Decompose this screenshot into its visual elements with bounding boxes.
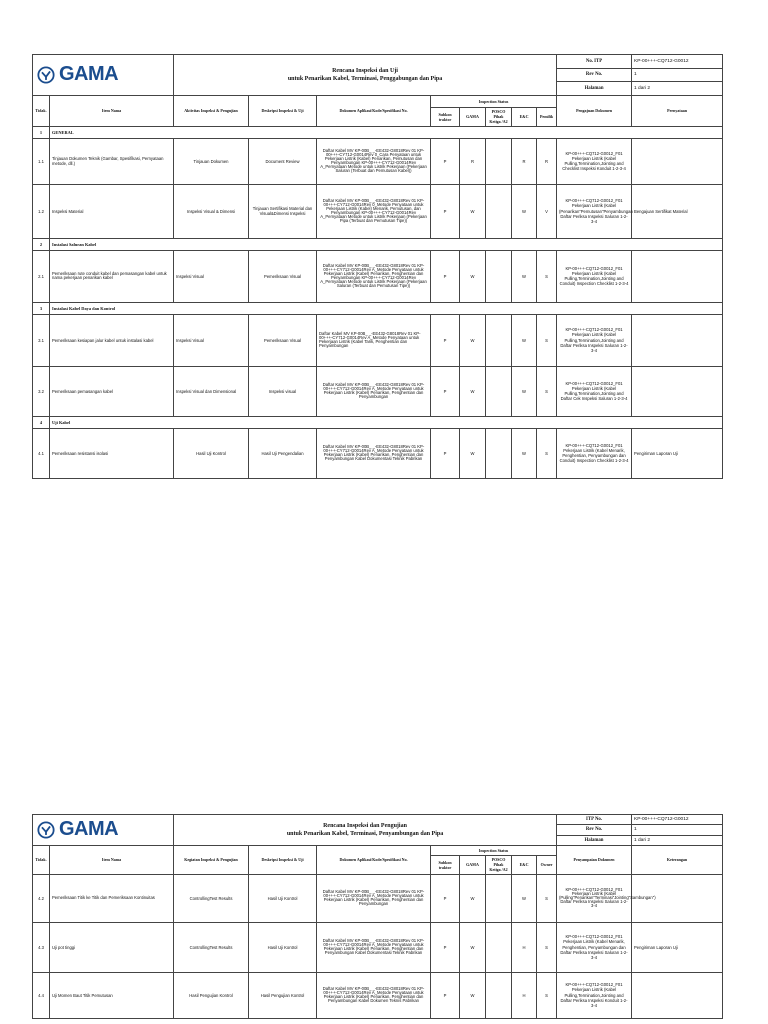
status-ec: W bbox=[512, 184, 537, 238]
brand-name: GAMA bbox=[59, 63, 119, 86]
row-deskripsi: Hasil Uji Pengendalian bbox=[249, 428, 317, 478]
status-subkon: P bbox=[431, 922, 460, 972]
col-pengajuan: Penyampaian Dokumen bbox=[557, 846, 632, 875]
sub-gama: GAMA bbox=[460, 856, 486, 875]
row-number: 4.4 bbox=[33, 972, 50, 1018]
row-aktivitas: Inspeksi Visual & Dimensi bbox=[174, 184, 249, 238]
row-pengajuan: KP-00+++-CQ712-G0012_F01 Pekerjaan Listrik (Kabel (Pulling"Penarikan"Terminasi"Jointing"Sambungan") Daftar Periksa Inspeksi Saluran 1-2-3-4 bbox=[557, 874, 632, 922]
document-title bbox=[174, 815, 557, 846]
status-ec: W bbox=[512, 314, 537, 366]
col-deskripsi: Deskripsi Inspeksi & Uji bbox=[249, 96, 317, 127]
status-gama: W bbox=[460, 972, 486, 1018]
sub-subkon: Subkon traktor bbox=[431, 108, 460, 127]
section-title: Instalasi Kabel Daya dan Kontrol bbox=[50, 302, 723, 314]
section-number: 3 bbox=[33, 302, 50, 314]
sub-pemilik: Owner bbox=[537, 856, 557, 875]
logo-cell bbox=[33, 55, 174, 96]
status-ec: W bbox=[512, 874, 537, 922]
meta-label: ITP No. bbox=[557, 815, 632, 825]
row-number: 4.1 bbox=[33, 428, 50, 478]
row-pernyataan bbox=[632, 366, 723, 416]
row-deskripsi: Tinjauan Sertifikasi Material dan Visual&Dimensi Inspeksi bbox=[249, 184, 317, 238]
col-dokumen: Dokumen Aplikasi/Kode/Spesifikasi No. bbox=[317, 846, 431, 875]
row-pernyataan bbox=[632, 138, 723, 184]
gama-logo-icon bbox=[37, 821, 55, 839]
status-pemilik: S bbox=[537, 314, 557, 366]
status-subkon: P bbox=[431, 428, 460, 478]
row-aktivitas: ControllingTest Results bbox=[174, 922, 249, 972]
row-item: Inspeksi Material bbox=[50, 184, 174, 238]
meta-value: 1 bbox=[632, 68, 723, 82]
row-item: Uji pot tinggi bbox=[50, 922, 174, 972]
meta-label: Halaman bbox=[557, 835, 632, 845]
row-deskripsi: Hasil Pengujian Kontrol bbox=[249, 972, 317, 1018]
row-pengajuan: KP-00+++-CQ712-G0012_F01 Pekerjaan Listrik (Kabel Pulling,Termination,Jointing and Daftar Cek Inspeksi Saluran 1-2-3-4 bbox=[557, 366, 632, 416]
row-pernyataan bbox=[632, 972, 723, 1018]
table-row bbox=[33, 874, 723, 922]
section-number: 2 bbox=[33, 238, 50, 250]
document-title bbox=[174, 55, 557, 96]
table-row bbox=[33, 428, 723, 478]
row-pernyataan: Pengiriman Laporan Uji bbox=[632, 922, 723, 972]
meta-value: KP-00+++-CQ712-G0012 bbox=[632, 815, 723, 825]
status-gama: W bbox=[460, 250, 486, 302]
row-pengajuan: KP-00+++-CQ712-G0012_F01 Pekerjaan Listrik (Kabel Pulling,Termination,Jointing and Daftar Periksa Inspeksi Konduit 1-2-3-4 bbox=[557, 972, 632, 1018]
col-tidak: Tidak. bbox=[33, 96, 50, 127]
status-posco bbox=[486, 314, 512, 366]
table-row bbox=[33, 922, 723, 972]
status-subkon: P bbox=[431, 874, 460, 922]
row-aktivitas: Inspeksi Visual bbox=[174, 250, 249, 302]
col-item: Item Nama bbox=[50, 846, 174, 875]
status-subkon: P bbox=[431, 972, 460, 1018]
status-subkon: P bbox=[431, 366, 460, 416]
row-deskripsi: Document Review bbox=[249, 138, 317, 184]
title-line-2: untuk Penarikan Kabel, Terminasi, Penyambungan dan Pipa bbox=[286, 831, 444, 837]
row-pengajuan: KP-00+++-CQ712-G0012_F01 Pekerjaan Listrik (Kabel Pulling,Termination,Jointing and Checklist Inspeksi Konduit 1-2-3-4 bbox=[557, 138, 632, 184]
row-pernyataan: Pengiriman Laporan Uji bbox=[632, 428, 723, 478]
row-item: Pemeriksaan kesiapan jalur kabel untuk instalasi kabel bbox=[50, 314, 174, 366]
table-row bbox=[33, 314, 723, 366]
row-dokumen: Daftar Kabel MV KP-00B_ _-EE432-G8018Rev 01 KP-00+++-CY712-G0014Rev 0_Cara Penyataan untuk Pekerjaan Listrik (Kabel) Penarikan, Pemutusan dan Penyambungan KP-00+++-CY712-G0014Rev A_Pernyataan Metode untuk Listrik Pekerjaan (Pekerjaan Saluran (Terbuat dan Pemutusan Kabel)) bbox=[317, 138, 431, 184]
col-tidak: Tidak. bbox=[33, 846, 50, 875]
status-subkon: P bbox=[431, 138, 460, 184]
col-deskripsi: Deskripsi Inspeksi & Uji bbox=[249, 846, 317, 875]
row-item: Pemeriksaan Titik ke Titik dan Pemeriksaan Kontinuitas bbox=[50, 874, 174, 922]
sub-gama: GAMA bbox=[460, 108, 486, 127]
table-row bbox=[33, 972, 723, 1018]
row-dokumen: Daftar Kabel MV KP-00B_ _-EE432-G8018Rev 01 KP-00+++-CY712-G0014Rev 0_Metode Penyataan untuk Pekerjaan Listrik (Kabel) Menarik, Pemutusan, dan Penyambungan KP-00+++-CY712-G0014Rev A_Pernyataan Metode untuk Listrik Pekerjaan (Pekerjaan Pipa (Terbuat dan Pemutusan Tipe)) bbox=[317, 184, 431, 238]
status-posco bbox=[486, 366, 512, 416]
status-posco bbox=[486, 922, 512, 972]
logo-cell bbox=[33, 815, 174, 846]
itp-table-1 bbox=[32, 54, 723, 479]
status-ec: W bbox=[512, 366, 537, 416]
status-pemilik: S bbox=[537, 366, 557, 416]
row-deskripsi: Pemeriksaan Visual bbox=[249, 250, 317, 302]
status-gama: W bbox=[460, 428, 486, 478]
status-pemilik: S bbox=[537, 922, 557, 972]
row-aktivitas: ControllingTest Results bbox=[174, 874, 249, 922]
row-aktivitas: Inspeksi Visual dan Dimensional bbox=[174, 366, 249, 416]
meta-value: 1 dari 2 bbox=[632, 835, 723, 845]
col-pernyataan: Keterangan bbox=[632, 846, 723, 875]
row-number: 3.1 bbox=[33, 314, 50, 366]
row-dokumen: Daftar Kabel MV KP-00B_ _-EE432-G8018Rev 01 KP-00+++-CY712-G0014Rev A_Metode Penyataan untuk Pekerjaan Listrik (Kabel) Penarikan, Penghentian dan Penyambungan KP-00+++-CY712-G0014Rev A_Pernyataan Metode untuk Listrik Pekerjaan (Pekerjaan Saluran (Terbuat dan Pemutusan Tipe)) bbox=[317, 250, 431, 302]
row-pengajuan: KP-00+++-CQ712-G0012_F01 Pekerjaan Listrik (Kabel Menarik, Penghentian, Penyambungan dan Daftar Periksa Inspeksi Saluran 1-2-3-4 bbox=[557, 922, 632, 972]
row-number: 4.2 bbox=[33, 874, 50, 922]
col-aktivitas: Aktivitas Inspeksi & Pengujian bbox=[174, 96, 249, 127]
col-pernyataan: Pernyataan bbox=[632, 96, 723, 127]
itp-page-1 bbox=[32, 54, 722, 479]
col-pengajuan: Pengajuan Dokumen bbox=[557, 96, 632, 127]
status-ec: W bbox=[512, 250, 537, 302]
status-gama: W bbox=[460, 922, 486, 972]
row-item: Pemeriksaan pemasangan kabel bbox=[50, 366, 174, 416]
itp-page-2 bbox=[32, 814, 722, 1019]
sub-pemilik: Pemilik bbox=[537, 108, 557, 127]
status-gama: W bbox=[460, 314, 486, 366]
row-aktivitas: Hasil Pengujian Kontrol bbox=[174, 972, 249, 1018]
title-line-1: Rencana Inspeksi dan Pengujian bbox=[323, 823, 407, 829]
row-deskripsi: Inspeksi visual bbox=[249, 366, 317, 416]
meta-value: KP-00+++-CQ712-G0012 bbox=[632, 55, 723, 69]
meta-label: Rev No. bbox=[557, 825, 632, 835]
section-number: 4 bbox=[33, 416, 50, 428]
table-row bbox=[33, 366, 723, 416]
row-aktivitas: Tinjauan Dokumen bbox=[174, 138, 249, 184]
itp-table-2 bbox=[32, 814, 723, 1019]
meta-label: No. ITP bbox=[557, 55, 632, 69]
status-gama: W bbox=[460, 184, 486, 238]
table-row bbox=[33, 138, 723, 184]
status-subkon: P bbox=[431, 184, 460, 238]
status-pemilik: R bbox=[537, 138, 557, 184]
row-dokumen: Daftar Kabel MV KP-00B_ _-EE432-G8018Rev 01 KP-00+++-CY712-G0014Rev A_Metode Penyataan untuk Pekerjaan Listrik (Kabel) Penarikan, Penghentian dan Penyambungan bbox=[317, 366, 431, 416]
inspection-status-heading: Inspection Status bbox=[431, 96, 557, 108]
status-posco bbox=[486, 874, 512, 922]
row-aktivitas: Hasil Uji Kontrol bbox=[174, 428, 249, 478]
section-title: Uji Kabel bbox=[50, 416, 723, 428]
row-aktivitas: Inspeksi Visual bbox=[174, 314, 249, 366]
status-posco bbox=[486, 184, 512, 238]
status-pemilik: V bbox=[537, 184, 557, 238]
sub-subkon: Subkon traktor bbox=[431, 856, 460, 875]
status-gama: W bbox=[460, 366, 486, 416]
table-row bbox=[33, 250, 723, 302]
status-posco bbox=[486, 250, 512, 302]
section-title: Instalasi Saluran Kabel bbox=[50, 238, 723, 250]
table-row bbox=[33, 184, 723, 238]
row-deskripsi: Hasil Uji Kontrol bbox=[249, 874, 317, 922]
col-dokumen: Dokumen Aplikasi/Kode/Spesifikasi No. bbox=[317, 96, 431, 127]
row-item: Uji Momen Baut Titik Pemutusan bbox=[50, 972, 174, 1018]
status-pemilik: S bbox=[537, 874, 557, 922]
meta-label: Halaman bbox=[557, 82, 632, 96]
row-number: 3.2 bbox=[33, 366, 50, 416]
gama-logo-icon bbox=[37, 66, 55, 84]
sub-posco: POSCO Pihak Ketiga /A2 bbox=[486, 856, 512, 875]
status-gama: R bbox=[460, 138, 486, 184]
row-item: Tinjauan Dokumen Teknik (Gambar, Spesifikasi, Pernyataan metode, dll.) bbox=[50, 138, 174, 184]
row-item: Pemeriksaan rute conduit kabel dan pemasangan kabel untuk nama pekerjaan penarikan kabel bbox=[50, 250, 174, 302]
status-ec: W bbox=[512, 428, 537, 478]
section-number: 1 bbox=[33, 126, 50, 138]
section-title: GENERAL bbox=[50, 126, 723, 138]
meta-label: Rev No. bbox=[557, 68, 632, 82]
row-pengajuan: KP-00+++-CQ712-G0012_F01 Pekerjaan Listrik (Kabel Pulling,Termination,Jointing and Daftar Periksa Inspeksi Saluran 1-2-3-4 bbox=[557, 314, 632, 366]
status-gama: W bbox=[460, 874, 486, 922]
status-ec: R bbox=[512, 138, 537, 184]
row-dokumen: Daftar Kabel MV KP-00B_ _-EE432-G8018Rev 01 KP-00+++-CY712-G0014Rev A_Metode Penyataan untuk Pekerjaan Listrik (Kabel) Penarikan, Penghentian dan Penyambungan Kabel Dokumentasi Teknik Pabrikan bbox=[317, 428, 431, 478]
col-aktivitas: Kegiatan Inspeksi & Pengujian bbox=[174, 846, 249, 875]
status-posco bbox=[486, 972, 512, 1018]
status-pemilik: S bbox=[537, 250, 557, 302]
row-dokumen: Daftar Kabel MV KP-00B_ _-EE432-G8018Rev 01 KP-00+++-CY712-G0014Rev A_Metode Penyataan untuk Pekerjaan Listrik (Kabel) Penarikan, Penghentian dan Penyambungan bbox=[317, 874, 431, 922]
row-dokumen: Daftar Kabel MV KP-00B_ _-EE432-G8018Rev 01 KP-00+++-CY712-G0014Rev A_Metode Penyataan untuk Pekerjaan Listrik (Kabel) Penarikan, Penghentian dan Penyambungan Kabel Dokumen Teknis Pabrikan bbox=[317, 972, 431, 1018]
row-pernyataan bbox=[632, 250, 723, 302]
status-ec: H bbox=[512, 972, 537, 1018]
row-pernyataan bbox=[632, 314, 723, 366]
title-line-2: untuk Penarikan Kabel, Terminasi, Penggabungan dan Pipa bbox=[287, 76, 443, 82]
row-number: 4.3 bbox=[33, 922, 50, 972]
status-subkon: P bbox=[431, 314, 460, 366]
row-number: 1.2 bbox=[33, 184, 50, 238]
row-item: Pemeriksaan resistansi isolasi bbox=[50, 428, 174, 478]
brand-name: GAMA bbox=[59, 818, 119, 841]
meta-value: 1 dari 2 bbox=[632, 82, 723, 96]
sub-ec: E&C bbox=[512, 856, 537, 875]
col-item: Item Nama bbox=[50, 96, 174, 127]
row-pernyataan: Bengajuan Sertifikat Material bbox=[632, 184, 723, 238]
row-number: 1.1 bbox=[33, 138, 50, 184]
status-subkon: P bbox=[431, 250, 460, 302]
inspection-status-heading: Inspection Status bbox=[431, 846, 557, 856]
sub-posco: POSCO Pihak Ketiga /A2 bbox=[486, 108, 512, 127]
title-line-1: Rencana Inspeksi dan Uji bbox=[332, 68, 398, 74]
row-pengajuan: KP-00+++-CQ712-G0012_F01 Pekerjaan Listrik (Kabel (Penarikan"Pemutusan"Penyambungan Daftar Periksa Inspeksi Saluran 1-2-3-4 bbox=[557, 184, 632, 238]
row-number: 2.1 bbox=[33, 250, 50, 302]
row-dokumen: Daftar Kabel MV KP-00B_ _-EE432-G8018Rev 01 KP-00+++-CY712-G0014Rev A_Metode Penyataan untuk Pekerjaan Listrik (Kabel) Penarikan, Penghentian dan Penyambungan Kabel Dokumentasi Teknik Pabrikan bbox=[317, 922, 431, 972]
status-pemilik: S bbox=[537, 428, 557, 478]
status-posco bbox=[486, 138, 512, 184]
status-pemilik: S bbox=[537, 972, 557, 1018]
row-pengajuan: KP-00+++-CQ712-G0012_F01 Pekerjaan Listrik (Kabel Menarik, Penghentian, Penyambungan dan Conduit) Inspection Checklist 1-2-3-4 bbox=[557, 428, 632, 478]
row-pengajuan: KP-00+++-CQ712-G0012_F01 Pekerjaan Listrik (Kabel Pulling,Termination,Jointing and Conduit) Inspection Checklist 1-2-3-4 bbox=[557, 250, 632, 302]
row-deskripsi: Hasil Uji Kontrol bbox=[249, 922, 317, 972]
status-posco bbox=[486, 428, 512, 478]
row-deskripsi: Pemeriksaan Visual bbox=[249, 314, 317, 366]
meta-value: 1 bbox=[632, 825, 723, 835]
sub-ec: E&C bbox=[512, 108, 537, 127]
row-dokumen: Daftar Kabel MV KP-00B_ _-EE432-G8018Rev 01 KP-00+++-CY712-G0014Rev A_Metode Penyataan untuk Pekerjaan Listrik (Kabel Tarik, Penghentian dan Penyambungan bbox=[317, 314, 431, 366]
status-ec: H bbox=[512, 922, 537, 972]
